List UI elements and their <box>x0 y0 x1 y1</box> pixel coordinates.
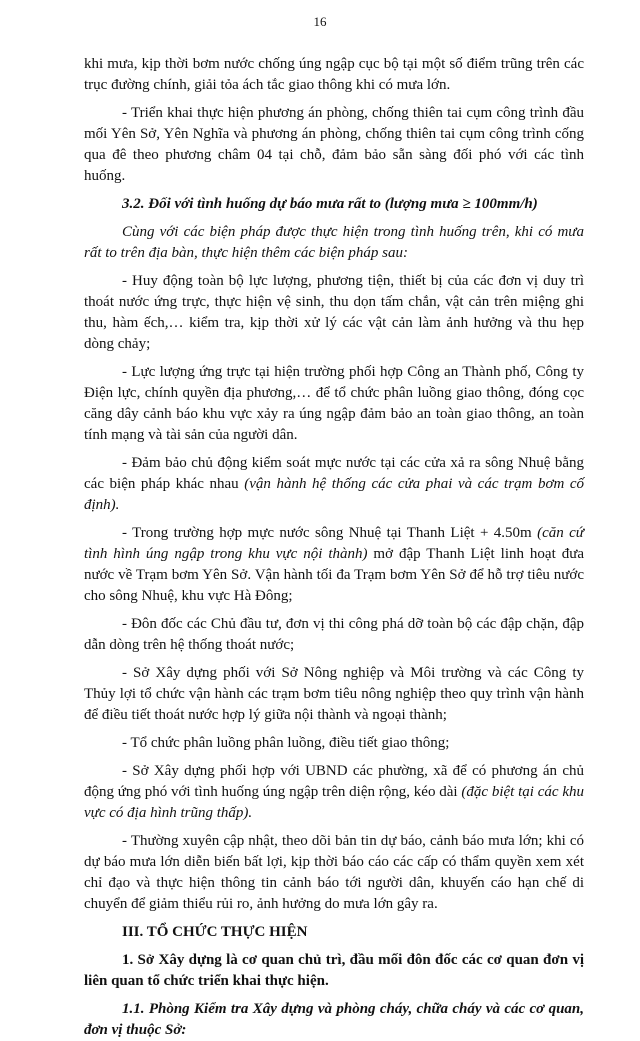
paragraph-bullet: - Sở Xây dựng phối hợp với UBND các phường, xã để có phương án chủ động ứng phó với tình huống úng ngập trên diện rộng, kéo dài (đặc biệt tại các khu vực có địa hình trũng thấp). <box>84 763 584 821</box>
paragraph-bullet: - Sở Xây dựng phối với Sở Nông nghiệp và Môi trường và các Công ty Thủy lợi tổ chức vận hành các trạm bơm tiêu nông nghiệp theo quy trình vận hành để điều tiết thoát nước hợp lý giữa nội thành và ngoại thành; <box>84 665 584 723</box>
paragraph-bullet: - Trong trường hợp mực nước sông Nhuệ tại Thanh Liệt + 4.50m (căn cứ tình hình úng ngập trong khu vực nội thành) mở đập Thanh Liệt linh hoạt đưa nước về Trạm bơm Yên Sở. Vận hành tối đa Trạm bơm Yên Sở để hỗ trợ tiêu nước cho sông Nhuệ, khu vực Hà Đông; <box>84 525 584 604</box>
subsection-heading-1: 1. Sở Xây dựng là cơ quan chủ trì, đầu mối đôn đốc các cơ quan đơn vị liên quan tổ chức triển khai thực hiện. <box>84 952 584 989</box>
document-body <box>84 54 584 1041</box>
subsection-heading-1-1: 1.1. Phòng Kiểm tra Xây dựng và phòng cháy, chữa cháy và các cơ quan, đơn vị thuộc Sở: <box>84 1001 584 1038</box>
paragraph-bullet: - Đảm bảo chủ động kiểm soát mực nước tại các cửa xả ra sông Nhuệ bằng các biện pháp khác nhau (vận hành hệ thống các cửa phai và các trạm bơm cố định). <box>84 455 584 513</box>
paragraph-bullet: - Tổ chức phân luồng phân luồng, điều tiết giao thông; <box>122 735 450 751</box>
paragraph-bullet: - Lực lượng ứng trực tại hiện trường phối hợp Công an Thành phố, Công ty Điện lực, chính quyền địa phương,… để tổ chức phân luồng giao thông, đóng cọc căng dây cảnh báo khu vực xảy ra úng ngập đảm bảo an toàn giao thông, an toàn tính mạng và tài sản của người dân. <box>84 364 584 443</box>
paragraph-bullet: - Huy động toàn bộ lực lượng, phương tiện, thiết bị của các đơn vị duy trì thoát nước ứng trực, thực hiện vệ sinh, thu dọn tấm chắn, vật cản trên miệng ghi thu, hàm ếch,… kiểm tra, kịp thời xử lý các vật cản làm ảnh hưởng và thu hẹp dòng chảy; <box>84 273 584 352</box>
italic-note: (đặc biệt tại các khu vực có địa hình trũng thấp). <box>84 784 584 821</box>
paragraph-bullet: - Triển khai thực hiện phương án phòng, chống thiên tai cụm công trình đầu mối Yên Sở, Yên Nghĩa và phương án phòng, chống thiên tai cụm công trình cống qua đê theo phương châm 04 tại chỗ, đảm bảo sẵn sàng đối phó với các tình huống. <box>84 105 584 184</box>
page-number: 16 <box>313 14 327 29</box>
paragraph-intro: Cùng với các biện pháp được thực hiện trong tình huống trên, khi có mưa rất to trên địa bàn, thực hiện thêm các biện pháp sau: <box>84 224 584 261</box>
section-heading-iii: III. TỔ CHỨC THỰC HIỆN <box>122 924 308 940</box>
paragraph-continuation: khi mưa, kịp thời bơm nước chống úng ngập cục bộ tại một số điểm trũng trên các trục đường chính, giải tỏa ách tắc giao thông khi có mưa lớn. <box>84 56 584 93</box>
italic-note: (vận hành hệ thống các cửa phai và các trạm bơm cố định). <box>84 476 584 513</box>
paragraph-bullet: - Thường xuyên cập nhật, theo dõi bản tin dự báo, cảnh báo mưa lớn; khi có dự báo mưa lớn diễn biến bất lợi, kịp thời báo cáo các cấp có thẩm quyền xem xét chỉ đạo và thực hiện thông tin cảnh báo tới người dân, khuyến cáo hạn chế di chuyển để giảm thiểu rủi ro, ảnh hưởng do mưa lớn gây ra. <box>84 833 584 912</box>
paragraph-bullet: - Đôn đốc các Chủ đầu tư, đơn vị thi công phá dỡ toàn bộ các đập chặn, đập dẫn dòng trên hệ thống thoát nước; <box>84 616 584 653</box>
italic-note: (căn cứ tình hình úng ngập trong khu vực nội thành) <box>84 525 584 562</box>
section-heading-3-2: 3.2. Đối với tình huống dự báo mưa rất to (lượng mưa ≥ 100mm/h) <box>122 196 538 212</box>
